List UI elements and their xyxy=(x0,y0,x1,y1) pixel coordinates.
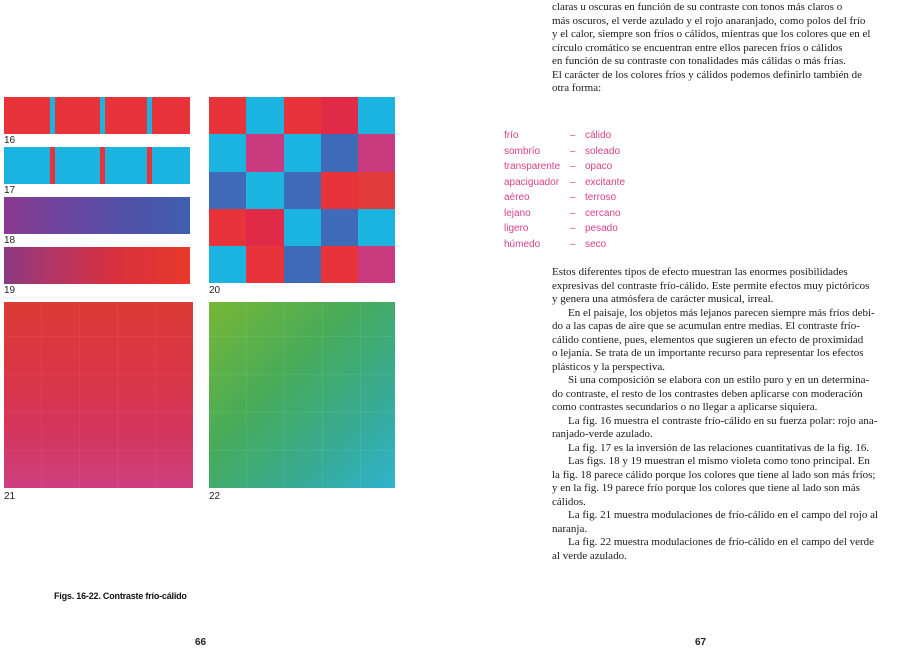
text-line: expresivas del contraste frío-cálido. Este permite efectos muy pictóricos xyxy=(552,279,870,292)
text-line: naranja. xyxy=(552,522,588,535)
text-line: cálido contiene, pues, elementos que sugieren un efecto de proximidad xyxy=(552,333,864,346)
figure-label-20: 20 xyxy=(209,285,221,296)
text-line: más oscuros, el verde azulado y el rojo anaranjado, como polos del frío xyxy=(552,14,866,27)
text-line: do a las capas de aire que se acumulan entre medias. El contraste frío- xyxy=(552,320,860,332)
text-line: do contraste, el resto de los contrastes deben aplicarse con moderación xyxy=(552,387,863,400)
text-line: como contrastes secundarios o no llegar a aplicarse siquiera. xyxy=(552,401,818,413)
text-line: y en la fig. 19 parece frío porque los colores que tiene al lado son más xyxy=(552,482,860,494)
figure-20 xyxy=(209,97,395,283)
red-stripe xyxy=(100,147,105,184)
figure-label-18: 18 xyxy=(4,235,16,246)
text-line: El carácter de los colores fríos y cálidos podemos definirlo también de xyxy=(552,68,863,81)
text-line: círculo cromático se encuentran entre ellos parecen fríos o cálidos xyxy=(552,41,843,54)
cyan-stripe xyxy=(147,97,152,134)
text-line: La fig. 21 muestra modulaciones de frío-cálido en el campo del rojo al xyxy=(568,509,879,521)
text-line: en función de su contraste con tonalidades más cálidas o más frías. xyxy=(552,55,846,67)
figure-label-19: 19 xyxy=(4,285,16,296)
text-line: y genera una atmósfera de carácter musical, irreal. xyxy=(552,293,774,305)
red-stripe xyxy=(147,147,152,184)
text-line: o lejanía. Se trata de un importante recurso para representar los efectos xyxy=(552,347,864,359)
figure-label-22: 22 xyxy=(209,491,221,502)
figure-22 xyxy=(209,302,395,488)
figure-21 xyxy=(4,302,193,488)
text-line: La fig. 22 muestra modulaciones de frío-cálido en el campo del verde xyxy=(568,536,875,548)
figure-18 xyxy=(4,197,190,234)
figure-16 xyxy=(4,97,190,134)
text-line: La fig. 16 muestra el contraste frío-cálido en su fuerza polar: rojo ana- xyxy=(568,414,878,427)
text-line: y el calor, siempre son fríos o cálidos, mientras que los colores que en el xyxy=(552,28,871,40)
text-line: cálidos. xyxy=(552,495,586,508)
page-number-left: 66 xyxy=(195,637,207,648)
text-line: Si una composición se elabora con un estilo puro y en un determina- xyxy=(568,374,870,386)
figure-19 xyxy=(4,247,190,284)
body-text xyxy=(552,266,902,563)
text-line: la fig. 18 parece cálido porque los colores que tiene al lado son más fríos; xyxy=(552,468,876,481)
figure-label-21: 21 xyxy=(4,491,16,502)
text-line: otra forma: xyxy=(552,82,602,94)
text-line: Estos diferentes tipos de efecto muestran las enormes posibilidades xyxy=(552,266,848,278)
figure-caption: Figs. 16-22. Contraste frío-cálido xyxy=(54,591,187,601)
figure-label-16: 16 xyxy=(4,135,16,146)
figure-label-17: 17 xyxy=(4,185,16,196)
cyan-stripe xyxy=(50,97,55,134)
text-line: ranjado-verde azulado. xyxy=(552,428,653,440)
page-number-right: 67 xyxy=(695,637,707,648)
red-stripe xyxy=(50,147,55,184)
text-line: Las figs. 18 y 19 muestran el mismo violeta como tono principal. En xyxy=(568,455,870,467)
text-line: La fig. 17 es la inversión de las relaciones cuantitativas de la fig. 16. xyxy=(568,441,870,454)
cyan-stripe xyxy=(100,97,105,134)
figure-17 xyxy=(4,147,190,184)
text-line: al verde azulado. xyxy=(552,549,627,562)
intro-paragraph xyxy=(552,1,902,96)
text-line: En el paisaje, los objetos más lejanos parecen siempre más fríos debi- xyxy=(568,306,875,319)
text-line: claras u oscuras en función de su contraste con tonos más claros o xyxy=(552,1,843,13)
text-line: plásticos y la perspectiva. xyxy=(552,360,666,373)
